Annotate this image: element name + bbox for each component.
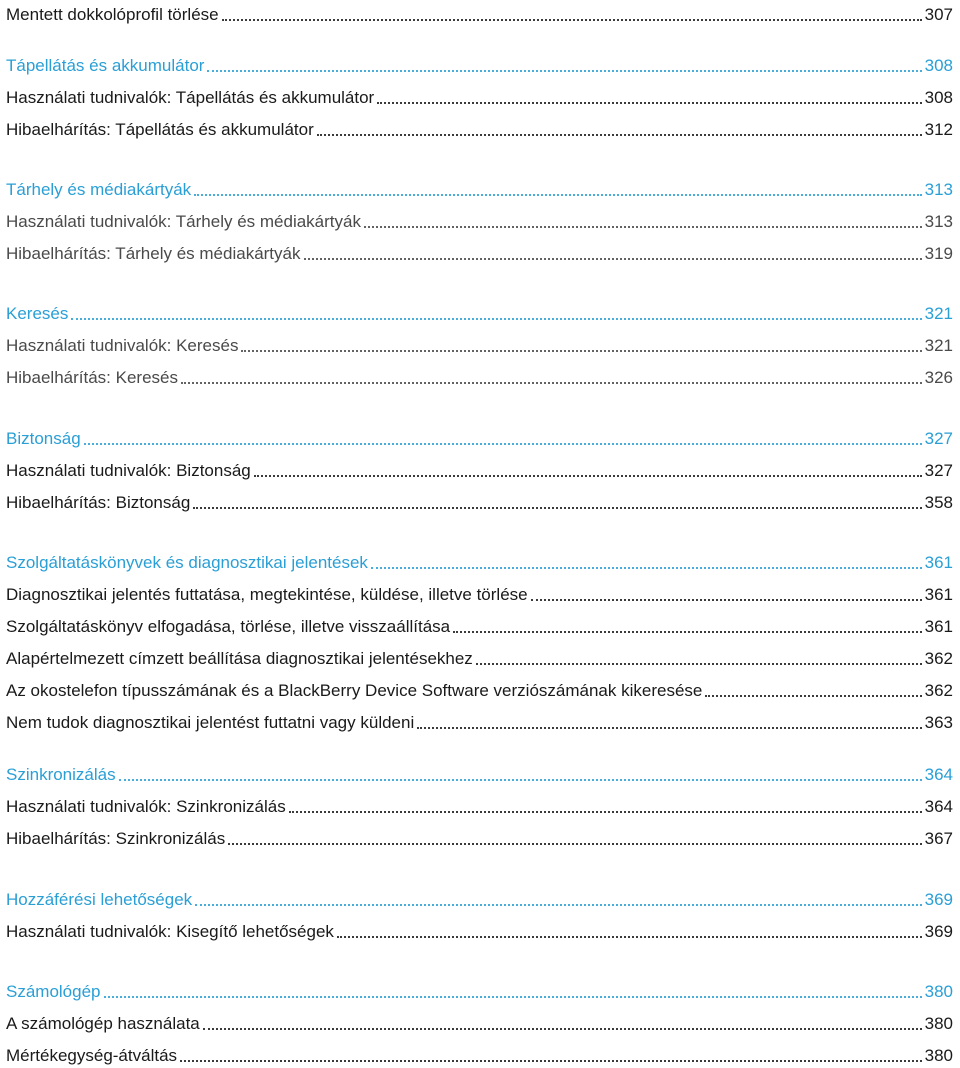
dot-leader (476, 655, 922, 665)
dot-leader (289, 803, 922, 813)
toc-entry[interactable] (6, 792, 953, 818)
toc-entry[interactable] (6, 207, 953, 233)
toc-entry-title: Hibaelhárítás: Keresés (6, 368, 178, 387)
toc-entry[interactable] (6, 456, 953, 482)
toc-entry-title: Tárhely és médiakártyák (6, 180, 192, 199)
toc-entry[interactable] (6, 644, 953, 670)
toc-page-number: 313 (924, 212, 953, 231)
toc-entry-title: Az okostelefon típusszámának és a BlackBerry Device Software verziószámának kikeresése (6, 681, 703, 700)
toc-page-number: 361 (924, 553, 953, 572)
dot-leader (254, 467, 922, 477)
toc-section-heading[interactable] (6, 51, 953, 77)
toc-page-number: 327 (924, 429, 953, 448)
toc-entry-title: Nem tudok diagnosztikai jelentést futtatni vagy küldeni (6, 713, 415, 732)
dot-leader (241, 342, 921, 352)
toc-entry-title: Mentett dokkolóprofil törlése (6, 5, 219, 24)
toc-page-number: 369 (924, 890, 953, 909)
dot-leader (317, 126, 922, 136)
toc-page-number: 364 (924, 797, 953, 816)
toc-page-number: 363 (924, 713, 953, 732)
dot-leader (119, 771, 922, 781)
toc-page-number: 358 (924, 493, 953, 512)
toc-page-number: 361 (924, 617, 953, 636)
toc-entry[interactable] (6, 1009, 953, 1035)
toc-page-number: 321 (924, 304, 953, 323)
toc-entry[interactable] (6, 83, 953, 109)
dot-leader (222, 11, 922, 21)
toc-entry-title: Hibaelhárítás: Tápellátás és akkumulátor (6, 120, 314, 139)
toc-section-heading[interactable] (6, 424, 953, 450)
toc-entry[interactable] (6, 115, 953, 141)
toc-page-number: 326 (924, 368, 953, 387)
toc-entry[interactable] (6, 612, 953, 638)
toc-page-number: 321 (924, 336, 953, 355)
toc-page-number: 313 (924, 180, 953, 199)
dot-leader (228, 835, 921, 845)
toc-entry[interactable] (6, 0, 953, 26)
toc-entry[interactable] (6, 239, 953, 265)
dot-leader (377, 94, 921, 104)
toc-page-number: 362 (924, 649, 953, 668)
toc-page-number: 319 (924, 244, 953, 263)
toc-page-number: 362 (924, 681, 953, 700)
toc-entry-title: Szolgáltatáskönyv elfogadása, törlése, illetve visszaállítása (6, 617, 451, 636)
toc-page-number: 380 (924, 1046, 953, 1065)
toc-section-heading[interactable] (6, 885, 953, 911)
dot-leader (180, 1052, 922, 1062)
toc-page-number: 364 (924, 765, 953, 784)
toc-section-heading[interactable] (6, 175, 953, 201)
toc-page-number: 367 (924, 829, 953, 848)
dot-leader (337, 928, 922, 938)
toc-entry-title: Hibaelhárítás: Szinkronizálás (6, 829, 226, 848)
toc-entry-title: Diagnosztikai jelentés futtatása, megtekintése, küldése, illetve törlése (6, 585, 528, 604)
toc-entry-title: Használati tudnivalók: Biztonság (6, 461, 251, 480)
toc-entry-title: Hibaelhárítás: Biztonság (6, 493, 191, 512)
dot-leader (71, 310, 921, 320)
toc-entry-title: Alapértelmezett címzett beállítása diagnosztikai jelentésekhez (6, 649, 473, 668)
dot-leader (705, 687, 921, 697)
dot-leader (207, 62, 921, 72)
toc-entry[interactable] (6, 488, 953, 514)
toc-entry-title: Számológép (6, 982, 101, 1001)
toc-entry[interactable] (6, 824, 953, 850)
toc-page-number: 369 (924, 922, 953, 941)
toc-entry-title: Használati tudnivalók: Szinkronizálás (6, 797, 286, 816)
toc-entry-title: Használati tudnivalók: Tárhely és médiakártyák (6, 212, 361, 231)
toc-page-number: 308 (924, 56, 953, 75)
dot-leader (193, 499, 921, 509)
toc-entry-title: Használati tudnivalók: Tápellátás és akkumulátor (6, 88, 375, 107)
dot-leader (104, 988, 922, 998)
dot-leader (304, 250, 922, 260)
toc-entry[interactable] (6, 1041, 953, 1067)
toc-section-heading[interactable] (6, 760, 953, 786)
toc-entry-title: Hibaelhárítás: Tárhely és médiakártyák (6, 244, 301, 263)
dot-leader (194, 186, 921, 196)
toc-section-heading[interactable] (6, 548, 953, 574)
dot-leader (417, 719, 921, 729)
toc-page-number: 307 (924, 5, 953, 24)
dot-leader (84, 435, 922, 445)
toc-entry[interactable] (6, 676, 953, 702)
dot-leader (531, 591, 922, 601)
toc-entry[interactable] (6, 917, 953, 943)
toc-page-number: 380 (924, 1014, 953, 1033)
toc-section-heading[interactable] (6, 299, 953, 325)
toc-entry-title: Hozzáférési lehetőségek (6, 890, 193, 909)
toc-entry[interactable] (6, 580, 953, 606)
toc-page-number: 327 (924, 461, 953, 480)
toc-entry-title: Használati tudnivalók: Keresés (6, 336, 239, 355)
toc-entry-title: Tápellátás és akkumulátor (6, 56, 205, 75)
toc-page-number: 312 (924, 120, 953, 139)
toc-section-heading[interactable] (6, 977, 953, 1003)
toc-entry[interactable] (6, 708, 953, 734)
dot-leader (371, 559, 922, 569)
toc-page-number: 308 (924, 88, 953, 107)
toc-page-number: 361 (924, 585, 953, 604)
toc-entry-title: Biztonság (6, 429, 81, 448)
toc-entry-title: Keresés (6, 304, 69, 323)
dot-leader (203, 1020, 922, 1030)
toc-entry[interactable] (6, 363, 953, 389)
dot-leader (453, 623, 922, 633)
dot-leader (364, 218, 922, 228)
dot-leader (181, 374, 922, 384)
toc-entry-title: A számológép használata (6, 1014, 200, 1033)
toc-entry-title: Mértékegység-átváltás (6, 1046, 178, 1065)
dot-leader (195, 896, 921, 906)
toc-entry-title: Használati tudnivalók: Kisegítő lehetőségek (6, 922, 334, 941)
toc-entry-title: Szolgáltatáskönyvek és diagnosztikai jelentések (6, 553, 368, 572)
toc-entry[interactable] (6, 331, 953, 357)
toc-entry-title: Szinkronizálás (6, 765, 116, 784)
toc-page-number: 380 (924, 982, 953, 1001)
